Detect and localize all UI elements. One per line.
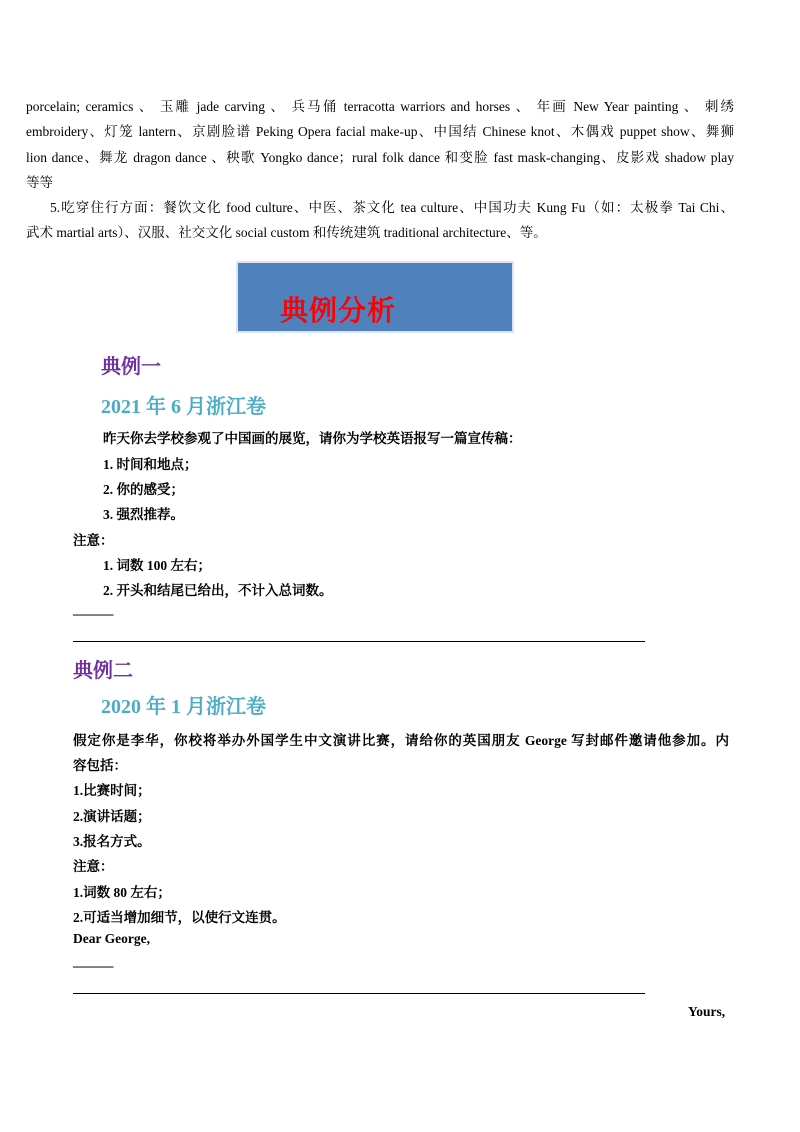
example1-note-1: 1. 词数 100 左右； <box>103 558 211 573</box>
example2-point-2: 2.演讲话题； <box>73 809 151 824</box>
intro-line-2: embroidery、灯笼 lantern、京剧脸谱 Peking Opera facial make-up、中国结 Chinese knot、木偶戏 puppet show、舞狮 <box>26 124 734 139</box>
banner-title: 典例分析 <box>280 296 397 327</box>
example2-note-1: 1.词数 80 左右； <box>73 885 171 900</box>
example2-point-3: 3.报名方式。 <box>73 834 151 849</box>
example2-label: 典例二 <box>73 660 133 682</box>
example2-prompt-line-2: 容包括： <box>73 758 127 773</box>
intro-line-6: 武术 martial arts）、汉服、社交文化 social custom 和传统建筑 traditional architecture、等。 <box>26 225 547 240</box>
example1-source: 2021 年 6 月浙江卷 <box>101 396 266 418</box>
example2-note-label: 注意： <box>73 859 114 874</box>
example2-note-2: 2.可适当增加细节，以使行文连贯。 <box>73 910 286 925</box>
example1-blank: ——— <box>73 606 114 621</box>
example1-point-3: 3. 强烈推荐。 <box>103 507 184 522</box>
example2-closing: Yours, <box>688 1004 726 1019</box>
intro-line-4: 等等 <box>26 175 53 190</box>
example2-blank: ——— <box>73 958 114 973</box>
example2-greeting: Dear George, <box>73 931 150 946</box>
example1-label: 典例一 <box>101 356 161 378</box>
example1-point-2: 2. 你的感受； <box>103 482 184 497</box>
example2-answer-rule <box>73 993 645 994</box>
example1-point-1: 1. 时间和地点； <box>103 457 198 472</box>
example2-prompt-line-1: 假定你是李华，你校将举办外国学生中文演讲比赛，请给你的英国朋友 George 写封邮件邀请他参加。内 <box>73 733 729 748</box>
example2-point-1: 1.比赛时间； <box>73 783 151 798</box>
example1-answer-rule <box>73 641 645 642</box>
intro-line-1: porcelain; ceramics 、 玉雕 jade carving 、 兵马俑 terracotta warriors and horses 、 年画 New Year painting 、 刺绣 <box>26 99 734 114</box>
example1-note-2: 2. 开头和结尾已给出，不计入总词数。 <box>103 583 333 598</box>
example2-source: 2020 年 1 月浙江卷 <box>101 696 266 718</box>
example1-prompt: 昨天你去学校参观了中国画的展览，请你为学校英语报写一篇宣传稿： <box>103 431 522 446</box>
example1-note-label: 注意： <box>73 533 114 548</box>
section-banner <box>236 261 514 333</box>
intro-line-5: 5.吃穿住行方面：餐饮文化 food culture、中医、茶文化 tea culture、中国功夫 Kung Fu（如：太极拳 Tai Chi、 <box>50 200 734 215</box>
intro-line-3: lion dance、舞龙 dragon dance 、秧歌 Yongko dance；rural folk dance 和变脸 fast mask-changing、皮影戏 shadow play <box>26 150 734 165</box>
